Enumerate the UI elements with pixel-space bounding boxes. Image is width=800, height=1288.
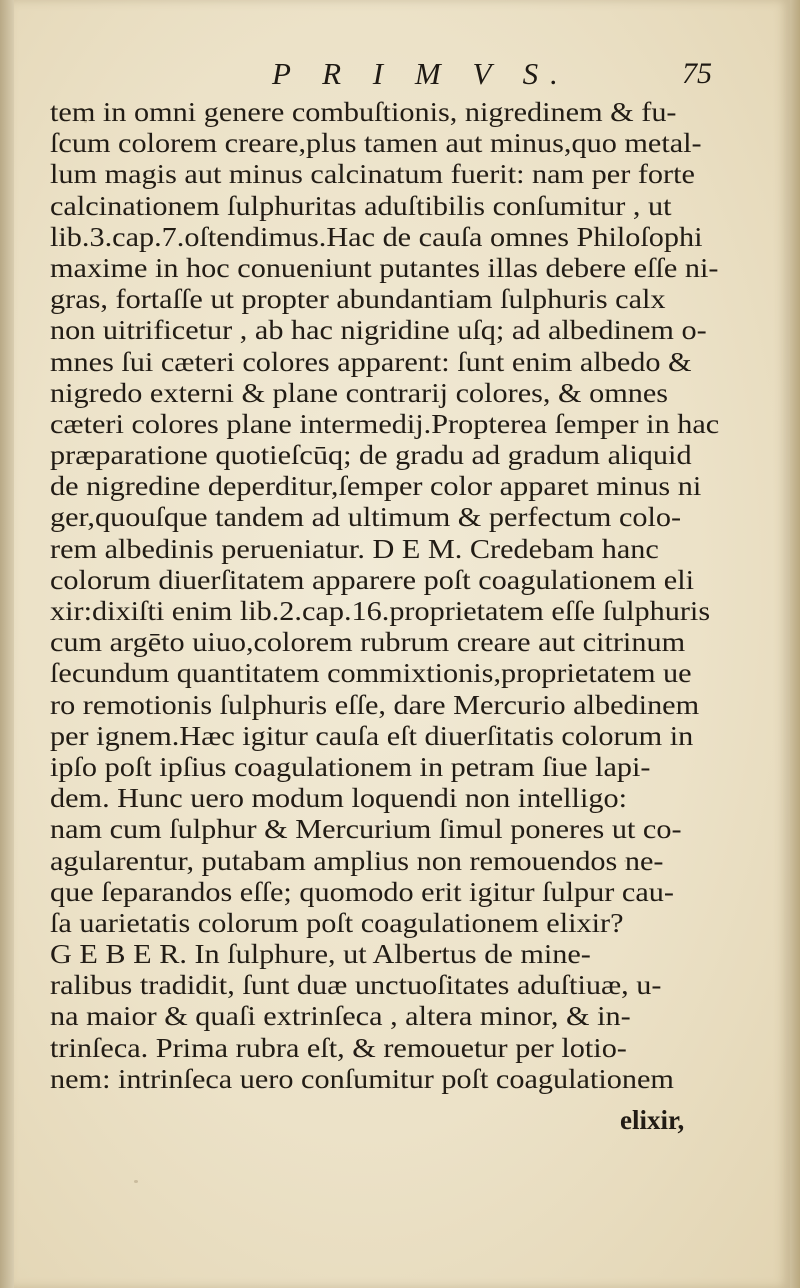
- text-line: xir:dixiſti enim lib.2.cap.16.proprietatem eſſe ſulphuris: [50, 596, 711, 626]
- text-line: tem in omni genere combuſtionis, nigredinem & fu-: [50, 97, 677, 127]
- text-line: de nigredine deperditur,ſemper color apparet minus ni: [50, 471, 702, 502]
- text-line: lum magis aut minus calcinatum fuerit: nam per forte: [50, 159, 695, 190]
- text-line: G E B E R. In ſulphure, ut Albertus de mine-: [50, 939, 591, 970]
- text-line: non uitrificetur , ab hac nigridine uſq; ad albedinem o-: [50, 315, 707, 346]
- text-line: ro remotionis ſulphuris eſſe, dare Mercurio albedinem: [50, 689, 700, 720]
- text-line: nem: intrinſeca uero conſumitur poſt coagulationem: [50, 1063, 674, 1094]
- text-line: nigredo externi & plane contrarij colores, & omnes: [50, 377, 669, 408]
- text-line: per ignem.Hæc igitur cauſa eſt diuerſitatis colorum in: [50, 720, 694, 751]
- text-line: ſcum colorem creare,plus tamen aut minus,quo metal-: [50, 128, 702, 159]
- text-line: mnes ſui cæteri colores apparent: ſunt enim albedo &: [50, 346, 692, 377]
- text-line: nam cum ſulphur & Mercurium ſimul poneres ut co-: [50, 814, 682, 845]
- text-line: ralibus tradidit, ſunt duæ unctuoſitates aduſtiuæ, u-: [50, 970, 662, 1001]
- text-line: calcinationem ſulphuritas aduſtibilis conſumitur , ut: [50, 190, 672, 221]
- body-text: [50, 97, 750, 1095]
- text-line: ſa uarietatis colorum poſt coagulationem elixir?: [50, 907, 624, 938]
- running-title: P R I M V S.: [272, 56, 570, 91]
- running-head: [0, 54, 800, 94]
- page-number: 75: [682, 57, 712, 90]
- text-line: lib.3.cap.7.oſtendimus.Hac de cauſa omnes Philoſophi: [50, 221, 703, 252]
- catchword: elixir,: [620, 1105, 685, 1135]
- text-line: ipſo poſt ipſius coagulationem in petram ſiue lapi-: [50, 751, 651, 782]
- page-gutter: [0, 0, 14, 1288]
- text-line: que ſeparandos eſſe; quomodo erit igitur ſulpur cau-: [50, 876, 674, 907]
- text-line: agularentur, putabam amplius non remouendos ne-: [50, 845, 664, 876]
- text-line: dem. Hunc uero modum loquendi non intelligo:: [50, 783, 628, 814]
- text-line: cum argēto uiuo,colorem rubrum creare aut citrinum: [50, 627, 686, 658]
- text-line: colorum diuerſitatem apparere poſt coagulationem eli: [50, 564, 695, 595]
- text-line: ſecundum quantitatem commixtionis,proprietatem ue: [50, 658, 692, 689]
- text-line: præparatione quotieſcūq; de gradu ad gradum aliquid: [50, 440, 692, 471]
- text-line: ger,quouſque tandem ad ultimum & perfectum colo-: [50, 502, 682, 533]
- paper-speck: [134, 1180, 138, 1183]
- text-line: na maior & quaſi extrinſeca , altera minor, & in-: [50, 1001, 631, 1032]
- text-line: cæteri colores plane intermedij.Propterea ſemper in hac: [50, 408, 720, 439]
- text-line: trinſeca. Prima rubra eſt, & remouetur per lotio-: [50, 1032, 627, 1063]
- text-line: rem albedinis perueniatur. D E M. Credebam hanc: [50, 533, 659, 564]
- text-line: gras, fortaſſe ut propter abundantiam ſulphuris calx: [50, 284, 666, 315]
- text-line: maxime in hoc conueniunt putantes illas debere eſſe ni-: [50, 252, 719, 283]
